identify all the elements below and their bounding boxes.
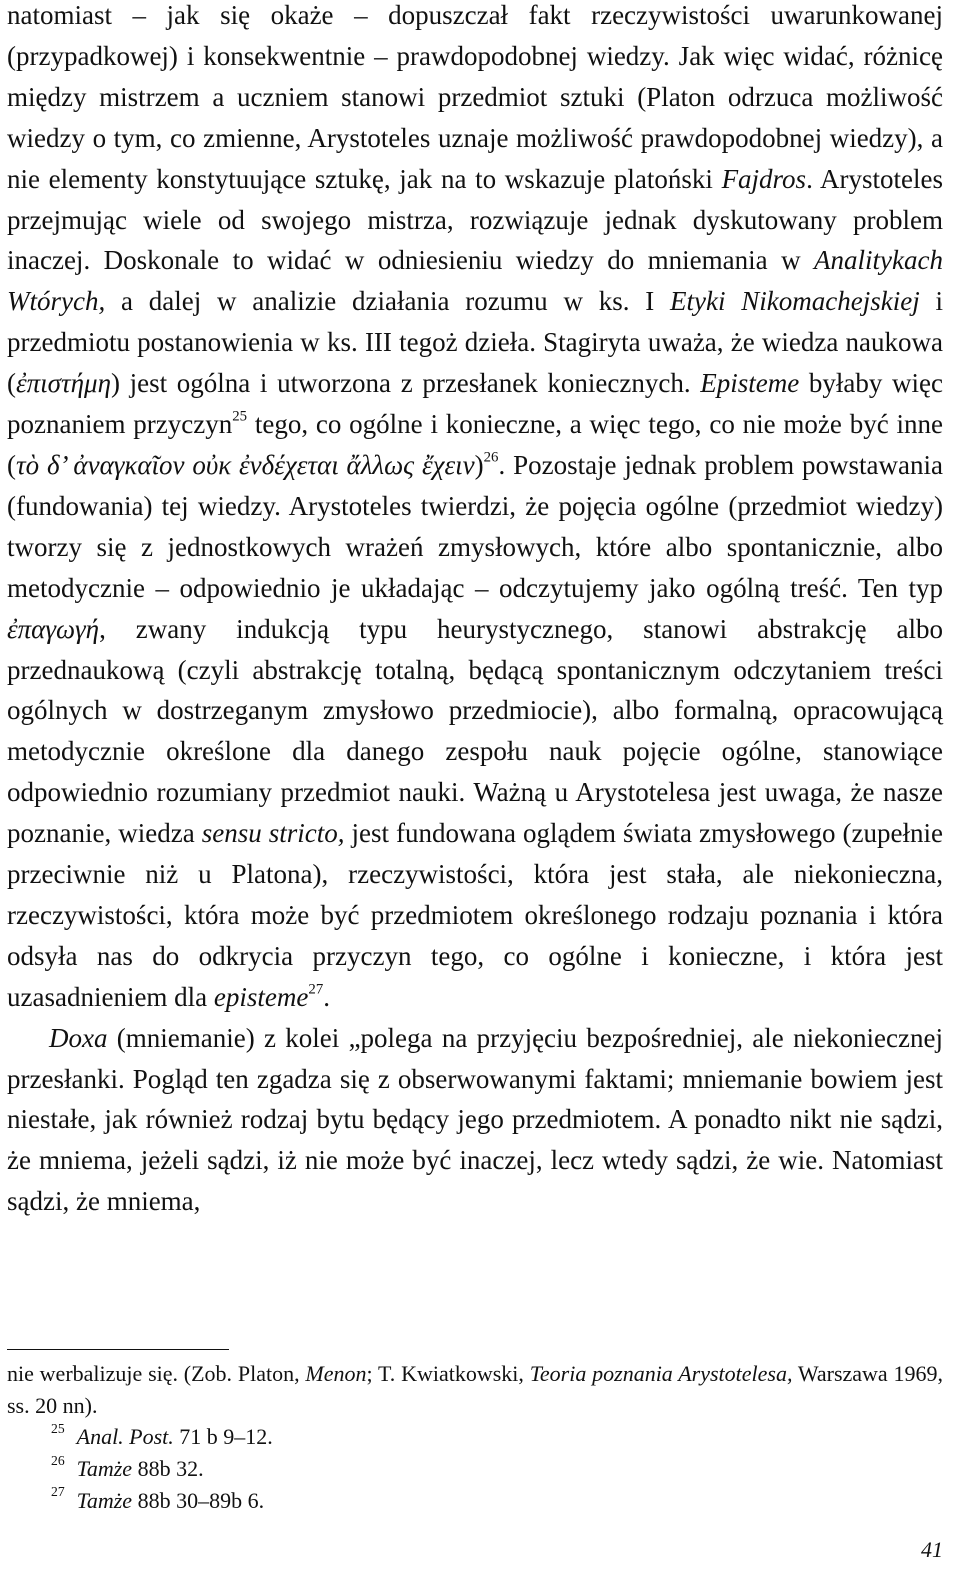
text-run: 88b 30–89b 6. bbox=[132, 1487, 265, 1513]
italic-title: Tamże bbox=[76, 1456, 133, 1482]
italic-title: Tamże bbox=[76, 1487, 133, 1513]
text-run: ) bbox=[474, 449, 484, 480]
footnote-ref-25[interactable]: 25 bbox=[232, 408, 248, 425]
italic-term: Doxa bbox=[49, 1022, 108, 1053]
greek-quote: τὸ δ’ ἀναγκαῖον οὐκ ἐνδέχεται ἄλλως ἔχειν bbox=[16, 449, 475, 480]
text-run: tego, co ogólne i konieczne, a więc tego, co nie może być inne ( bbox=[7, 409, 943, 480]
text-run: , zwany indukcją typu heurystycznego, stanowi abstrakcję albo przednaukową (czyli abstrakcję totalną, będącą spontanicznym odczytaniem treści ogólnych w dostrzeganym zmysłowo przedmiocie), albo formalną, opracowującą metodycznie określone dla danego zespołu nauk pojęcie ogólne, stanowiące odpowiednio rozumiany przedmiot nauki. Ważną u Arystotelesa jest uwaga, że nasze poznanie, wiedza bbox=[7, 613, 943, 849]
footnote-number: 25 bbox=[51, 1420, 65, 1436]
text-run: 88b 32. bbox=[132, 1456, 204, 1482]
text-run: nie werbalizuje się. (Zob. Platon, bbox=[7, 1361, 306, 1386]
paragraph-2 bbox=[7, 1018, 943, 1223]
text-run: natomiast – jak się okaże – dopuszczał fakt rzeczywistości uwarunkowanej (przypadkowej) i konsekwentnie – prawdopodobnej wiedzy. Jak więc widać, różnicę między mistrzem a uczniem stanowi przedmiot sztuki (Platon odrzuca możliwość wiedzy o tym, co zmienne, Arystoteles uznaje możliwość prawdopodobnej wiedzy), a nie elementy konstytuujące sztukę, jak na to wskazuje platoński bbox=[7, 0, 943, 194]
footnote-26 bbox=[7, 1453, 943, 1485]
book-page bbox=[7, 0, 943, 1580]
greek-term: ἐπαγωγή bbox=[7, 613, 100, 644]
text-run: jest fundowana oglądem świata zmysłowego (zupełnie przeciwnie niż u Platona), rzeczywistości, która jest stała, ale niekonieczna, rzeczywistości, która może być przedmiotem określonego rodzaju poznania i która odsyła nas do odkrycia przyczyn tego, co ogólne i konieczne, i która jest uzasadnieniem dla bbox=[7, 818, 943, 1012]
text-run: ; T. Kwiatkowski, bbox=[366, 1361, 530, 1386]
footnote-separator bbox=[7, 1349, 229, 1350]
footnote-27 bbox=[7, 1485, 943, 1517]
italic-title: Teoria poznania Arystotelesa, bbox=[529, 1361, 793, 1386]
italic-term: Episteme bbox=[700, 368, 800, 399]
text-run: 71 b 9–12. bbox=[173, 1424, 273, 1450]
text-run: . Pozostaje jednak problem powstawania (fundowania) tej wiedzy. Arystoteles twierdzi, że pojęcia ogólne (przedmiot wiedzy) tworzy się z jednostkowych wrażeń zmysłowych, które albo spontanicznie, albo metodycznie – odpowiednio je układając – odczytujemy jako ogólną treść. Ten typ bbox=[7, 449, 943, 603]
text-run: ) jest ogólna i utworzona z przesłanek koniecznych. bbox=[111, 368, 701, 399]
italic-term: episteme bbox=[213, 981, 309, 1012]
text-run: a dalej w analizie działania rozumu w ks. I bbox=[105, 286, 671, 317]
footnote-number: 26 bbox=[51, 1452, 65, 1468]
footnote-ref-27[interactable]: 27 bbox=[308, 981, 324, 998]
text-run: (mniemanie) z kolei „polega na przyjęciu bezpośredniej, ale niekoniecznej przesłanki. Pogląd ten zgadza się z obserwowanymi faktami; mniemanie bowiem jest niestałe, jak również rodzaj bytu będący jego przedmiotem. A ponadto nikt nie sądzi, że mniema, jeżeli sądzi, iż nie może być inaczej, lecz wtedy sądzi, że wie. Natomiast sądzi, że mniema, bbox=[7, 1022, 943, 1217]
text-run: . Arystoteles przejmując wiele od swojego mistrza, rozwiązuje jednak dyskutowany problem inaczej. Doskonale to widać w odniesieniu wiedzy do mniemania w bbox=[7, 163, 943, 276]
footnote-ref-26[interactable]: 26 bbox=[483, 449, 499, 466]
footnotes bbox=[7, 1358, 943, 1517]
main-text bbox=[7, 0, 943, 1222]
italic-term: sensu stricto, bbox=[201, 818, 345, 849]
italic-title: Anal. Post. bbox=[76, 1424, 174, 1450]
text-run: Warszawa 1969, ss. 20 nn). bbox=[7, 1361, 943, 1418]
italic-title: Menon bbox=[305, 1361, 367, 1386]
page-number: 41 bbox=[921, 1537, 943, 1562]
greek-term: ἐπιστήμη bbox=[16, 368, 111, 399]
footnote-25 bbox=[7, 1421, 943, 1453]
italic-title: Analitykach Wtórych, bbox=[7, 245, 943, 317]
italic-title: Fajdros bbox=[721, 163, 807, 194]
text-run: byłaby więc poznaniem przyczyn bbox=[7, 368, 943, 440]
text-run: i przedmiotu postanowienia w ks. III tegoż dzieła. Stagiryta uważa, że wiedza naukowa ( bbox=[7, 286, 943, 399]
footnote-continuation bbox=[7, 1358, 943, 1421]
footnote-number: 27 bbox=[51, 1484, 65, 1500]
italic-title: Etyki Nikomachejskiej bbox=[670, 286, 920, 317]
paragraph-1 bbox=[7, 0, 943, 1018]
text-run: . bbox=[323, 981, 330, 1012]
